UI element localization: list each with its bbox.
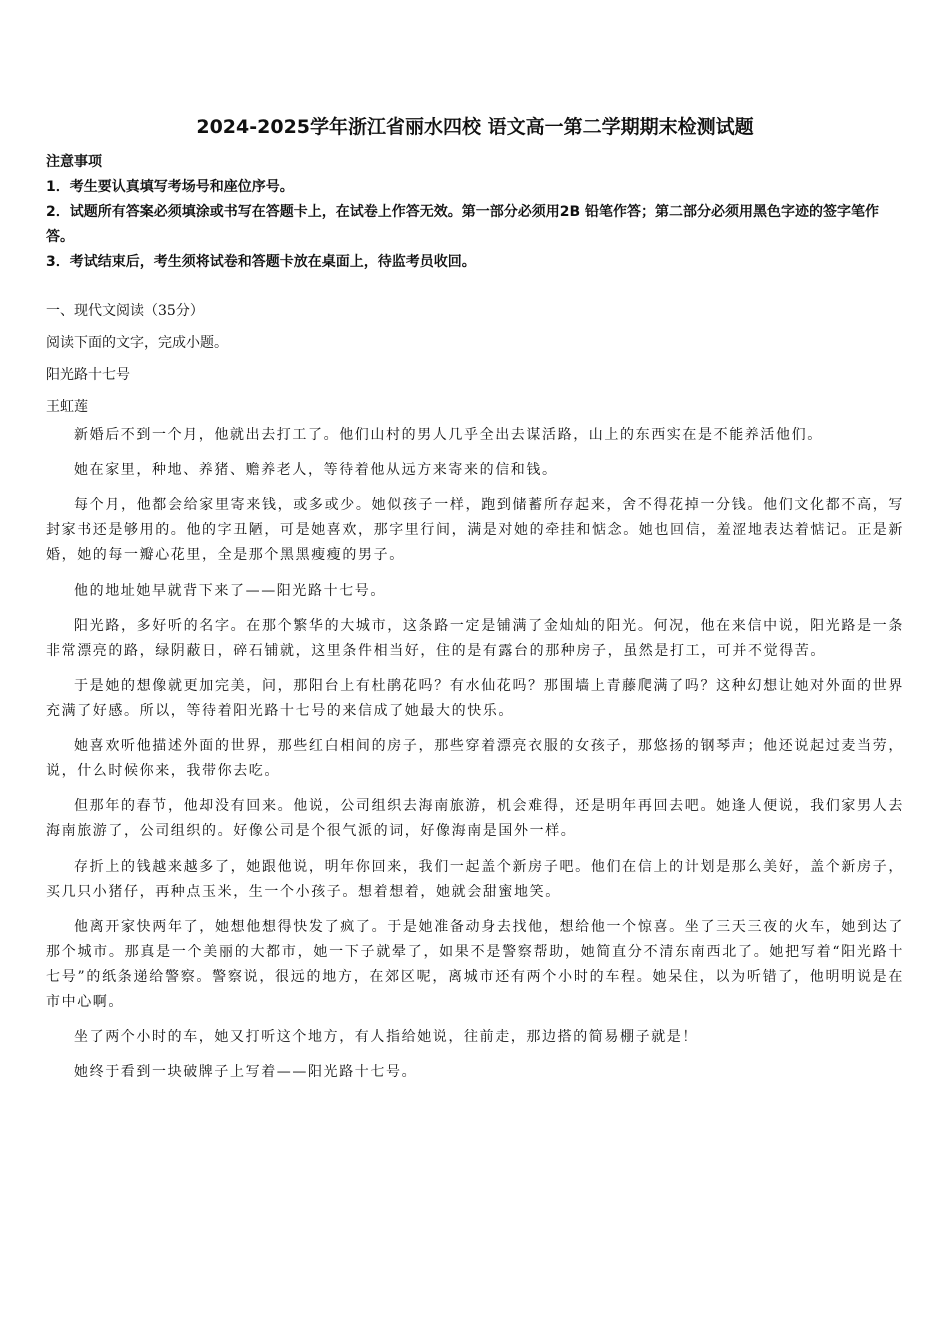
article-paragraph: 坐了两个小时的车，她又打听这个地方，有人指给她说，往前走，那边搭的简易棚子就是！ <box>74 1028 698 1045</box>
section-heading: 一、现代文阅读（35分） <box>46 303 204 319</box>
article-paragraph: 她终于看到一块破牌子上写着——阳光路十七号。 <box>74 1064 418 1081</box>
article-paragraph: 但那年的春节，他却没有回来。他说，公司组织去海南旅游，机会难得，还是明年再回去吧。她逢人便说，我们家男人去海南旅游了，公司组织的。好像公司是个很气派的词，好像海南是国外一样。 <box>46 798 904 840</box>
page-title: 2024-2025学年浙江省丽水四校 语文高一第二学期期末检测试题 <box>196 116 754 138</box>
section-instruction: 阅读下面的文字，完成小题。 <box>46 335 228 351</box>
reading-section-header <box>46 299 904 420</box>
article-paragraph: 她在家里，种地、养猪、赡养老人，等待着他从远方来寄来的信和钱。 <box>74 462 558 479</box>
article-paragraph: 于是她的想像就更加完美，问，那阳台上有杜鹃花吗？有水仙花吗？那围墙上青藤爬满了吗？这种幻想让她对外面的世界充满了好感。所以，等待着阳光路十七号的来信成了她最大的快乐。 <box>46 677 904 719</box>
article-paragraph: 他的地址她早就背下来了——阳光路十七号。 <box>74 582 386 599</box>
article-paragraph: 存折上的钱越来越多了，她跟他说，明年你回来，我们一起盖个新房子吧。他们在信上的计划是那么美好，盖个新房子，买几只小猪仔，再种点玉米，生一个小孩子。想着想着，她就会甜蜜地笑。 <box>46 858 904 900</box>
article-paragraph: 阳光路，多好听的名字。在那个繁华的大城市，这条路一定是铺满了金灿灿的阳光。何况，他在来信中说，阳光路是一条非常漂亮的路，绿阴蔽日，碎石铺就，这里条件相当好，住的是有露台的那种房子，虽然是打工，可并不觉得苦。 <box>46 617 904 659</box>
notice-item: 2．试题所有答案必须填涂或书写在答题卡上，在试卷上作答无效。第一部分必须用2B 铅笔作答；第二部分必须用黑色字迹的签字笔作答。 <box>46 204 880 245</box>
article-paragraph: 他离开家快两年了，她想他想得快发了疯了。于是她准备动身去找他，想给他一个惊喜。坐了三天三夜的火车，她到达了那个城市。那真是一个美丽的大都市，她一下子就晕了，如果不是警察帮助，她简直分不清东南西北了。她把写着“阳光路十七号”的纸条递给警察。警察说，很远的地方，在郊区呢，离城市还有两个小时的车程。她呆住，以为听错了，他明明说是在市中心啊。 <box>46 918 904 1010</box>
notice-block <box>46 150 904 275</box>
notice-heading: 注意事项 <box>46 154 102 170</box>
article-paragraph: 每个月，他都会给家里寄来钱，或多或少。她似孩子一样，跑到储蓄所存起来，舍不得花掉一分钱。他们文化都不高，写封家书还是够用的。他的字丑陋，可是她喜欢，那字里行间，满是对她的牵挂和惦念。她也回信，羞涩地表达着惦记。正是新婚，她的每一瓣心花里，全是那个黑黑瘦瘦的男子。 <box>46 497 904 564</box>
article-title: 阳光路十七号 <box>46 367 130 383</box>
article-paragraph: 她喜欢听他描述外面的世界，那些红白相间的房子，那些穿着漂亮衣服的女孩子，那悠扬的钢琴声；他还说起过麦当劳，说，什么时候你来，我带你去吃。 <box>46 738 904 780</box>
article-body <box>46 423 904 1095</box>
article-paragraph: 新婚后不到一个月，他就出去打工了。他们山村的男人几乎全出去谋活路，山上的东西实在是不能养活他们。 <box>74 427 823 443</box>
notice-item: 3．考试结束后，考生须将试卷和答题卡放在桌面上，待监考员收回。 <box>46 254 476 270</box>
notice-item: 1．考生要认真填写考场号和座位序号。 <box>46 179 294 195</box>
article-author: 王虹莲 <box>46 399 88 415</box>
